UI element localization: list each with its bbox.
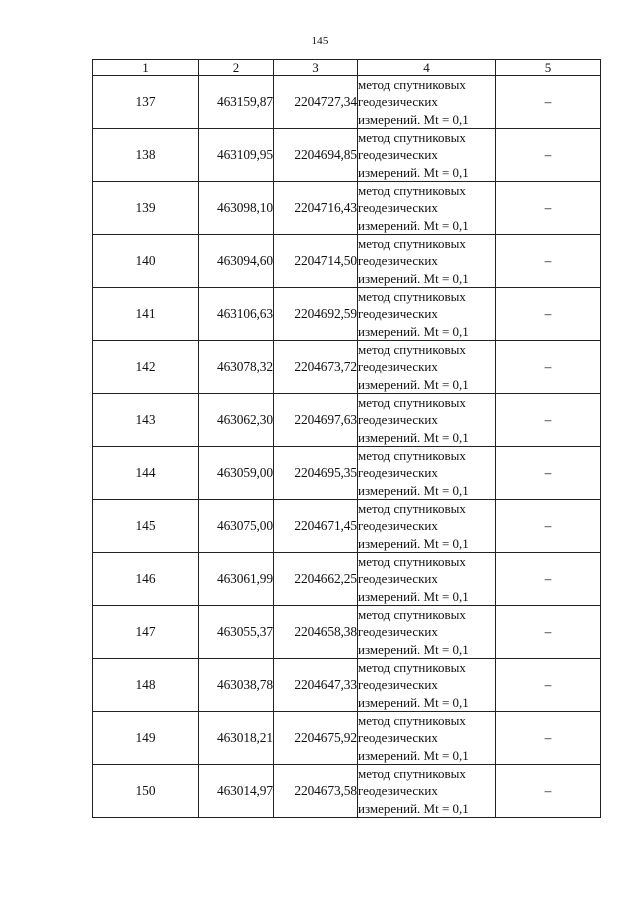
method-line: измерений. Mt = 0,1 — [358, 376, 469, 392]
note-cell: – — [496, 765, 601, 818]
method-line: геодезических — [358, 677, 438, 693]
point-number-cell: 145 — [93, 500, 199, 553]
table-body — [93, 76, 601, 818]
y-coordinate-cell: 2204647,33 — [274, 659, 358, 712]
method-line: метод спутниковых — [358, 130, 466, 146]
header-col-3: 3 — [274, 60, 358, 76]
method-cell — [358, 288, 496, 341]
method-cell — [358, 712, 496, 765]
method-cell — [358, 659, 496, 712]
table-row — [93, 341, 601, 394]
note-cell: – — [496, 712, 601, 765]
x-coordinate-cell: 463061,99 — [199, 553, 274, 606]
x-coordinate-cell: 463059,00 — [199, 447, 274, 500]
note-cell: – — [496, 553, 601, 606]
method-line: измерений. Mt = 0,1 — [358, 429, 469, 445]
method-cell — [358, 765, 496, 818]
method-line: геодезических — [358, 571, 438, 587]
point-number-cell: 141 — [93, 288, 199, 341]
method-line: измерений. Mt = 0,1 — [358, 111, 469, 127]
header-row — [93, 60, 601, 76]
method-line: измерений. Mt = 0,1 — [358, 694, 469, 710]
point-number-cell: 137 — [93, 76, 199, 129]
note-cell: – — [496, 76, 601, 129]
x-coordinate-cell: 463018,21 — [199, 712, 274, 765]
table-row — [93, 447, 601, 500]
x-coordinate-cell: 463075,00 — [199, 500, 274, 553]
point-number-cell: 139 — [93, 182, 199, 235]
point-number-cell: 148 — [93, 659, 199, 712]
header-col-1: 1 — [93, 60, 199, 76]
table-row — [93, 606, 601, 659]
method-line: измерений. Mt = 0,1 — [358, 482, 469, 498]
table-row — [93, 394, 601, 447]
method-line: измерений. Mt = 0,1 — [358, 588, 469, 604]
method-line: измерений. Mt = 0,1 — [358, 641, 469, 657]
note-cell: – — [496, 606, 601, 659]
method-line: метод спутниковых — [358, 342, 466, 358]
x-coordinate-cell: 463106,63 — [199, 288, 274, 341]
method-cell — [358, 553, 496, 606]
method-line: геодезических — [358, 465, 438, 481]
method-line: геодезических — [358, 412, 438, 428]
point-number-cell: 142 — [93, 341, 199, 394]
method-line: метод спутниковых — [358, 77, 466, 93]
method-line: геодезических — [358, 253, 438, 269]
method-cell — [358, 447, 496, 500]
method-cell — [358, 76, 496, 129]
note-cell: – — [496, 394, 601, 447]
y-coordinate-cell: 2204695,35 — [274, 447, 358, 500]
x-coordinate-cell: 463062,30 — [199, 394, 274, 447]
method-cell — [358, 182, 496, 235]
point-number-cell: 150 — [93, 765, 199, 818]
x-coordinate-cell: 463098,10 — [199, 182, 274, 235]
x-coordinate-cell: 463109,95 — [199, 129, 274, 182]
x-coordinate-cell: 463038,78 — [199, 659, 274, 712]
method-line: метод спутниковых — [358, 660, 466, 676]
note-cell: – — [496, 235, 601, 288]
method-line: метод спутниковых — [358, 289, 466, 305]
point-number-cell: 144 — [93, 447, 199, 500]
coordinates-table — [92, 59, 601, 818]
method-line: геодезических — [358, 624, 438, 640]
y-coordinate-cell: 2204675,92 — [274, 712, 358, 765]
point-number-cell: 140 — [93, 235, 199, 288]
method-line: измерений. Mt = 0,1 — [358, 217, 469, 233]
y-coordinate-cell: 2204658,38 — [274, 606, 358, 659]
x-coordinate-cell: 463078,32 — [199, 341, 274, 394]
x-coordinate-cell: 463055,37 — [199, 606, 274, 659]
note-cell: – — [496, 500, 601, 553]
header-col-4: 4 — [358, 60, 496, 76]
page-number: 145 — [311, 35, 329, 47]
point-number-cell: 138 — [93, 129, 199, 182]
method-cell — [358, 606, 496, 659]
table-row — [93, 288, 601, 341]
method-line: геодезических — [358, 783, 438, 799]
table-row — [93, 659, 601, 712]
note-cell: – — [496, 447, 601, 500]
y-coordinate-cell: 2204727,34 — [274, 76, 358, 129]
method-line: метод спутниковых — [358, 236, 466, 252]
method-line: измерений. Mt = 0,1 — [358, 323, 469, 339]
method-line: измерений. Mt = 0,1 — [358, 747, 469, 763]
method-line: геодезических — [358, 147, 438, 163]
method-line: метод спутниковых — [358, 448, 466, 464]
method-cell — [358, 341, 496, 394]
method-line: геодезических — [358, 306, 438, 322]
method-line: метод спутниковых — [358, 183, 466, 199]
method-cell — [358, 235, 496, 288]
method-line: геодезических — [358, 94, 438, 110]
point-number-cell: 143 — [93, 394, 199, 447]
table-row — [93, 712, 601, 765]
method-line: метод спутниковых — [358, 607, 466, 623]
method-cell — [358, 129, 496, 182]
x-coordinate-cell: 463159,87 — [199, 76, 274, 129]
method-line: измерений. Mt = 0,1 — [358, 270, 469, 286]
note-cell: – — [496, 659, 601, 712]
method-line: метод спутниковых — [358, 554, 466, 570]
method-line: метод спутниковых — [358, 766, 466, 782]
y-coordinate-cell: 2204671,45 — [274, 500, 358, 553]
y-coordinate-cell: 2204662,25 — [274, 553, 358, 606]
point-number-cell: 146 — [93, 553, 199, 606]
table-row — [93, 765, 601, 818]
note-cell: – — [496, 129, 601, 182]
method-line: метод спутниковых — [358, 713, 466, 729]
y-coordinate-cell: 2204697,63 — [274, 394, 358, 447]
method-line: метод спутниковых — [358, 501, 466, 517]
point-number-cell: 147 — [93, 606, 199, 659]
table-row — [93, 235, 601, 288]
y-coordinate-cell: 2204692,59 — [274, 288, 358, 341]
table-row — [93, 500, 601, 553]
point-number-cell: 149 — [93, 712, 199, 765]
method-line: измерений. Mt = 0,1 — [358, 535, 469, 551]
method-line: геодезических — [358, 359, 438, 375]
method-line: метод спутниковых — [358, 395, 466, 411]
table-row — [93, 182, 601, 235]
y-coordinate-cell: 2204673,58 — [274, 765, 358, 818]
table-row — [93, 553, 601, 606]
y-coordinate-cell: 2204716,43 — [274, 182, 358, 235]
method-line: измерений. Mt = 0,1 — [358, 800, 469, 816]
header-col-5: 5 — [496, 60, 601, 76]
header-col-2: 2 — [199, 60, 274, 76]
y-coordinate-cell: 2204694,85 — [274, 129, 358, 182]
note-cell: – — [496, 288, 601, 341]
x-coordinate-cell: 463014,97 — [199, 765, 274, 818]
y-coordinate-cell: 2204673,72 — [274, 341, 358, 394]
note-cell: – — [496, 182, 601, 235]
x-coordinate-cell: 463094,60 — [199, 235, 274, 288]
method-cell — [358, 500, 496, 553]
table-row — [93, 76, 601, 129]
method-cell — [358, 394, 496, 447]
table-row — [93, 129, 601, 182]
method-line: геодезических — [358, 518, 438, 534]
method-line: геодезических — [358, 200, 438, 216]
y-coordinate-cell: 2204714,50 — [274, 235, 358, 288]
method-line: измерений. Mt = 0,1 — [358, 164, 469, 180]
note-cell: – — [496, 341, 601, 394]
method-line: геодезических — [358, 730, 438, 746]
